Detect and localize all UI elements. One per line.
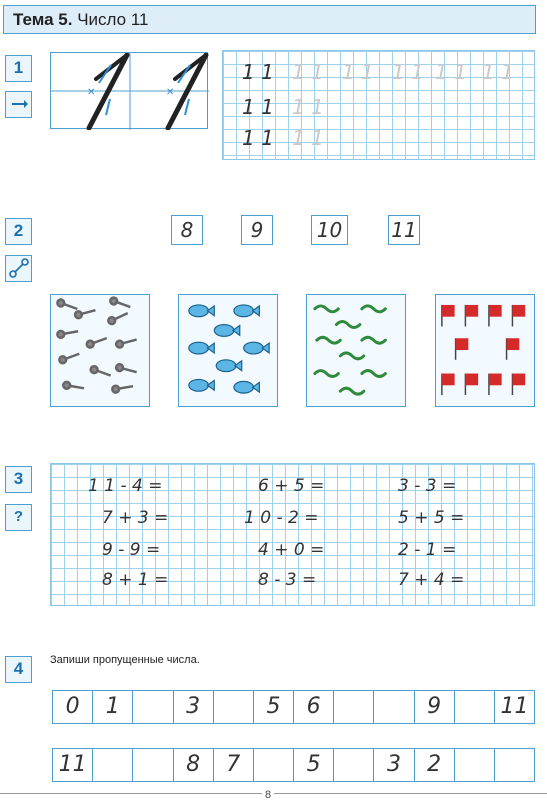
number-cell-blank[interactable] (374, 691, 414, 723)
number-cell: 1 (93, 691, 133, 723)
task-2-number: 2 (5, 218, 32, 245)
equation: 7 + 3 = (102, 508, 169, 528)
topic-title: Число 11 (77, 10, 149, 29)
svg-text:✕: ✕ (87, 87, 96, 98)
trace-digit: 1 1 (342, 60, 374, 84)
task-1-number: 1 (5, 55, 32, 82)
trace-digit: 1 1 (435, 60, 467, 84)
equation: 1 1 - 4 = (88, 476, 163, 496)
number-cell-blank[interactable] (495, 749, 534, 781)
equation: 4 + 0 = (258, 540, 325, 560)
equation: 8 + 1 = (102, 570, 169, 590)
number-cell-blank[interactable] (254, 749, 294, 781)
number-row-1 (52, 690, 535, 724)
number-cell: 7 (214, 749, 254, 781)
number-box: 8 (171, 215, 203, 245)
arrow-right-icon (5, 91, 32, 118)
equation: 3 - 3 = (398, 476, 457, 496)
number-cell: 11 (53, 749, 93, 781)
number-cell: 5 (254, 691, 294, 723)
number-cell: 3 (174, 691, 214, 723)
number-cell-blank[interactable] (334, 749, 374, 781)
picture-snakes[interactable] (306, 294, 406, 407)
trace-digit: 1 1 (292, 95, 324, 119)
picture-fish[interactable] (178, 294, 278, 407)
number-cell-blank[interactable] (455, 691, 495, 723)
digit-one-sample-icon (51, 53, 209, 130)
trace-digit: 1 1 (292, 126, 324, 150)
number-cell: 9 (415, 691, 455, 723)
number-row-2 (52, 748, 535, 782)
topic-banner (3, 5, 536, 34)
sample-digit-row-3: 1 1 (242, 126, 274, 150)
task-4-number: 4 (5, 656, 32, 683)
number-cell: 8 (174, 749, 214, 781)
picture-flags[interactable] (435, 294, 535, 407)
trace-digit: 1 1 (292, 60, 324, 84)
sample-digit-row-2: 1 1 (242, 95, 274, 119)
task-3-number: 3 (5, 466, 32, 493)
equation: 5 + 5 = (398, 508, 465, 528)
number-cell-blank[interactable] (214, 691, 254, 723)
number-cell: 5 (294, 749, 334, 781)
number-cell-blank[interactable] (133, 749, 173, 781)
picture-keys[interactable] (50, 294, 150, 407)
trace-digit: 1 1 (482, 60, 514, 84)
fish-icon (179, 295, 277, 406)
question-icon: ? (5, 504, 32, 531)
number-cell-blank[interactable] (133, 691, 173, 723)
snakes-icon (307, 295, 405, 406)
number-box: 9 (241, 215, 273, 245)
equation: 9 - 9 = (102, 540, 161, 560)
number-box: 11 (388, 215, 420, 245)
equation: 2 - 1 = (398, 540, 457, 560)
number-cell-blank[interactable] (93, 749, 133, 781)
number-cell: 6 (294, 691, 334, 723)
equation: 6 + 5 = (258, 476, 325, 496)
equation: 1 0 - 2 = (244, 508, 319, 528)
number-box: 10 (311, 215, 348, 245)
keys-icon (51, 295, 149, 406)
svg-text:✕: ✕ (166, 87, 175, 98)
equation: 7 + 4 = (398, 570, 465, 590)
digit-sample-box (50, 52, 208, 129)
task-4-instruction: Запиши пропущенные числа. (50, 654, 200, 666)
number-cell-blank[interactable] (455, 749, 495, 781)
number-cell: 2 (415, 749, 455, 781)
flags-icon (436, 295, 534, 406)
topic-label: Тема 5. (13, 10, 73, 29)
number-cell-blank[interactable] (334, 691, 374, 723)
number-cell: 11 (500, 694, 529, 719)
equation: 8 - 3 = (258, 570, 317, 590)
number-cell: 3 (374, 749, 414, 781)
connect-lines-icon (5, 255, 32, 282)
page-number: 8 (262, 789, 274, 801)
number-cell: 0 (53, 691, 93, 723)
trace-digit: 1 1 (392, 60, 424, 84)
sample-digit-row-1: 1 1 (242, 60, 274, 84)
